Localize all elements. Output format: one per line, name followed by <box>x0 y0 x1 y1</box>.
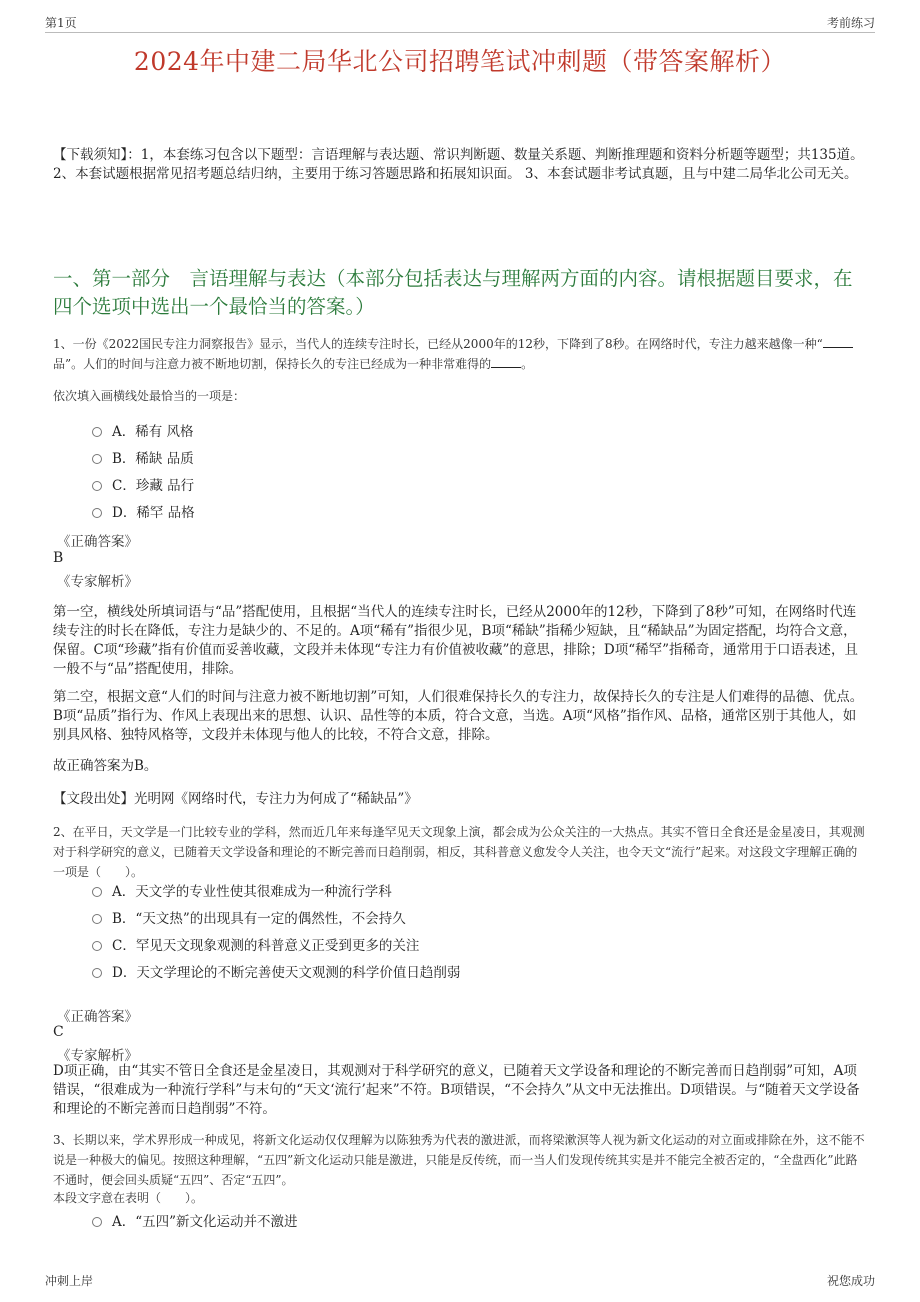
section-heading: 一、第一部分 言语理解与表达（本部分包括表达与理解两方面的内容。请根据题目要求，在四个选项中选出一个最恰当的答案。） <box>53 267 853 318</box>
q2-option-a[interactable]: A．天文学的专业性使其很难成为一种流行学科 <box>92 882 392 902</box>
fill-blank-1 <box>823 347 853 348</box>
footer-left: 冲刺上岸 <box>45 1274 94 1288</box>
q2-analysis: D项正确，由“其实不管日全食还是金星凌日，其观测对于科学研究的意义，已随着天文学设备和理论的不断完善而日趋削弱”可知，A项错误，“很难成为一种流行学科”与末句的“天文‘流行’起来”不符。B项错误，“不会持久”从文中无法推出。D项错误。与“随着天文学设备和理论的不断完善而日趋削弱”不符。 <box>53 1063 860 1117</box>
fill-blank-2 <box>491 367 521 368</box>
q2-option-b[interactable]: B．“天文热”的出现具有一定的偶然性，不会持久 <box>92 909 406 929</box>
q1-source: 【文段出处】光明网《网络时代，专注力为何成了“稀缺品”》 <box>53 791 418 807</box>
footer-right: 祝您成功 <box>826 1274 875 1288</box>
q1-correct-label: 《正确答案》 <box>57 534 138 550</box>
radio-icon[interactable] <box>92 887 102 897</box>
q1-option-d[interactable]: D．稀罕 品格 <box>92 503 195 523</box>
q2-option-d[interactable]: D．天文学理论的不断完善使天文观测的科学价值日趋削弱 <box>92 963 460 983</box>
question-3-stem: 3、长期以来，学术界形成一种成见，将新文化运动仅仅理解为以陈独秀为代表的激进派，而将梁漱溟等人视为新文化运动的对立面或排除在外，这不能不说是一种极大的偏见。按照这种理解，“五四”新文化运动只能是激进，只能是反传统，而一当人们发现传统其实是并不能完全被否定的，“全盘西化”此路不通时，便会回头质疑“五四”、否定“五四”。 <box>53 1133 865 1187</box>
download-notice: 【下载须知】：1，本套练习包含以下题型：言语理解与表达题、常识判断题、数量关系题、判断推理题和资料分析题等题型；共135道。 2、本套试题根据常见招考题总结归纳，主要用于练习答题思路和拓展知识面。 3、本套试题非考试真题，且与中建二局华北公司无关。 <box>53 147 864 182</box>
q1-option-a[interactable]: A．稀有 风格 <box>92 422 194 442</box>
header-tag: 考前练习 <box>826 16 875 30</box>
q1-analysis-label: 《专家解析》 <box>57 574 138 590</box>
q1-answer: B <box>53 550 64 566</box>
question-3-prompt: 本段文字意在表明（ ）。 <box>53 1191 204 1205</box>
radio-icon[interactable] <box>92 454 102 464</box>
page-header <box>45 12 875 33</box>
document-title: 2024年中建二局华北公司招聘笔试冲刺题（带答案解析） <box>133 47 787 76</box>
q3-option-a[interactable]: A．“五四”新文化运动并不激进 <box>92 1212 298 1232</box>
q1-analysis-1: 第一空，横线处所填词语与“品”搭配使用，且根据“当代人的连续专注时长，已经从2000年的12秒，下降到了8秒”可知，在网络时代连续专注的时长在降低，专注力是缺少的、不足的。A项“稀有”指很少见，B项“稀缺”指稀少短缺，且“稀缺品”为固定搭配，均符合文意，保留。C项“珍藏”指有价值而妥善收藏，文段并未体现“专注力有价值被收藏”的意思，排除；D项“稀罕”指稀奇，通常用于口语表述，且一般不与“品”搭配使用，排除。 <box>53 604 859 677</box>
page-number: 第1页 <box>45 16 77 30</box>
radio-icon[interactable] <box>92 914 102 924</box>
radio-icon[interactable] <box>92 941 102 951</box>
radio-icon[interactable] <box>92 481 102 491</box>
question-1-stem: 1、一份《2022国民专注力洞察报告》显示，当代人的连续专注时长，已经从2000年的12秒，下降到了8秒。在网络时代，专注力越来越像一种“品”。人们的时间与注意力被不断地切割，保持长久的专注已经成为一种非常难得的 。 <box>53 334 868 374</box>
radio-icon[interactable] <box>92 968 102 978</box>
question-2-stem: 2、在平日，天文学是一门比较专业的学科，然而近几年来每逢罕见天文现象上演，都会成为公众关注的一大热点。其实不管日全食还是金星凌日，其观测对于科学研究的意义，已随着天文学设备和理论的不断完善而日趋削弱，相反，其科普意义愈发令人关注，也令天文“流行”起来。对这段文字理解正确的一项是（ ）。 <box>53 825 865 879</box>
q1-analysis-3: 故正确答案为B。 <box>53 758 158 774</box>
q2-answer: C <box>53 1024 64 1040</box>
q1-option-b[interactable]: B．稀缺 品质 <box>92 449 194 469</box>
q1-analysis-2: 第二空，根据文意“人们的时间与注意力被不断地切割”可知，人们很难保持长久的专注力，故保持长久的专注是人们难得的品德、优点。B项“品质”指行为、作风上表现出来的思想、认识、品性等的本质，符合文意，当选。A项“风格”指作风、品格，通常区别于其他人，如别具风格、独特风格等，文段并未体现与他人的比较，不符合文意，排除。 <box>53 689 864 743</box>
q1-option-c[interactable]: C．珍藏 品行 <box>92 476 194 496</box>
radio-icon[interactable] <box>92 1217 102 1227</box>
q2-option-c[interactable]: C．罕见天文现象观测的科普意义正受到更多的关注 <box>92 936 419 956</box>
question-1-prompt: 依次填入画横线处最恰当的一项是： <box>53 389 246 403</box>
q2-correct-label: 《正确答案》 <box>57 1009 138 1025</box>
radio-icon[interactable] <box>92 508 102 518</box>
radio-icon[interactable] <box>92 427 102 437</box>
q2-analysis-label: 《专家解析》 <box>57 1048 138 1064</box>
